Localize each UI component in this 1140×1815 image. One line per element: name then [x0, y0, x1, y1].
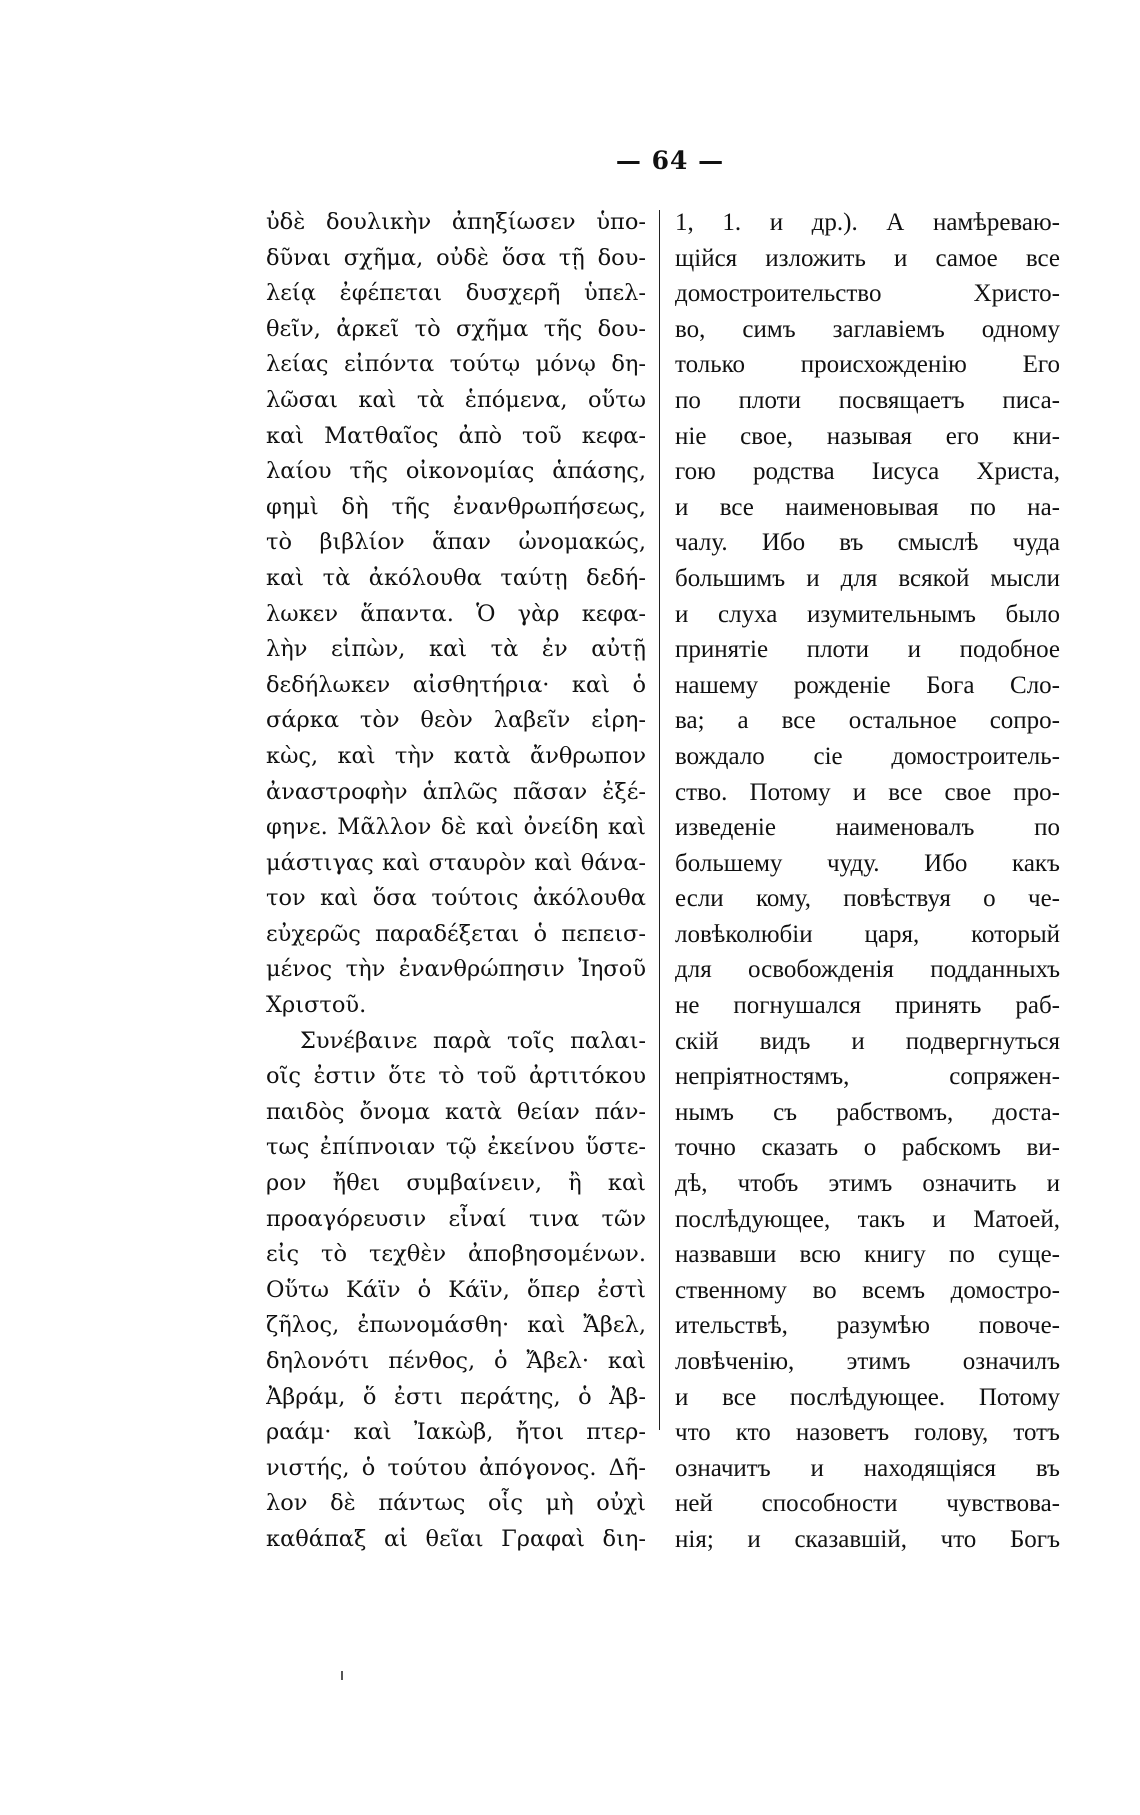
text-line: принятіе плоти и подобное: [675, 636, 1060, 664]
text-line: только происхожденію Его: [675, 351, 1060, 379]
text-line: λὴν εἰπὼν, καὶ τὰ ἐν αὐτῇ: [266, 636, 646, 663]
russian-text-column: [675, 205, 1060, 1558]
text-line: φημὶ δὴ τῆς ἐνανθρωπήσεως,: [266, 493, 646, 520]
text-line: ство. Потому и все свое про-: [675, 778, 1060, 806]
text-line: скій видъ и подвергнуться: [675, 1027, 1060, 1055]
text-line: σάρκα τὸν θεὸν λαβεῖν εἰρη-: [266, 707, 646, 734]
text-line: что кто назоветъ голову, тотъ: [675, 1419, 1060, 1447]
text-line: καθάπαξ αἱ θεῖαι Γραφαὶ διη-: [266, 1525, 646, 1552]
text-line: λαίου τῆς οἰκονομίας ἁπάσης,: [266, 458, 646, 485]
text-line: если кому, повѣствуя о че-: [675, 885, 1060, 913]
text-line: ловѣченію, этимъ означилъ: [675, 1348, 1060, 1375]
text-line: δηλονότι πένθος, ὁ Ἄβελ· καὶ: [266, 1348, 646, 1374]
text-line: домостроительство Христо-: [675, 280, 1060, 308]
text-line: ніе свое, называя его кни-: [675, 422, 1060, 450]
text-line: по плоти посвящаетъ писа-: [675, 386, 1060, 414]
text-line: δεδήλωκεν αἰσθητήρια· καὶ ὁ: [266, 671, 646, 698]
greek-text-column: [266, 205, 646, 1558]
text-line: καὶ Ματθαῖος ἀπὸ τοῦ κεφα-: [266, 422, 646, 449]
text-line: εἰς τὸ τεχθὲν ἀποβησομένων.: [266, 1241, 646, 1268]
text-line: ловѣколюбіи царя, который: [675, 920, 1060, 948]
text-line: δῦναι σχῆμα, οὐδὲ ὅσα τῇ δου-: [266, 244, 646, 271]
text-line: не погнушался принять раб-: [675, 992, 1060, 1020]
text-line: нашему рожденіе Бога Сло-: [675, 671, 1060, 699]
text-line: μάστιγας καὶ σταυρὸν καὶ θάνα-: [266, 849, 646, 876]
text-line: и слуха изумительнымъ было: [675, 600, 1060, 628]
text-line: ζῆλος, ἐπωνομάσθη· καὶ Ἄβελ,: [266, 1312, 646, 1339]
page-number: — 64 —: [615, 146, 725, 175]
text-line: λωκεν ἅπαντα. Ὁ γὰρ κεφα-: [266, 600, 646, 627]
text-line: ἀναστροφὴν ἁπλῶς πᾶσαν ἐξέ-: [266, 778, 646, 805]
text-line: μένος τὴν ἐνανθρώπησιν Ἰησοῦ: [266, 956, 646, 983]
text-line: ительствѣ, разумѣю повоче-: [675, 1312, 1060, 1340]
text-line: нымъ съ рабствомъ, доста-: [675, 1098, 1060, 1126]
text-line: τως ἐπίπνοιαν τῷ ἐκείνου ὕστε-: [266, 1134, 646, 1161]
text-line: щійся изложить и самое все: [675, 244, 1060, 272]
text-line: λῶσαι καὶ τὰ ἑπόμενα, οὕτω: [266, 386, 646, 413]
text-line: изведеніе наименовалъ по: [675, 814, 1060, 842]
text-line: ὐδὲ δουλικὴν ἀπηξίωσεν ὑπο-: [266, 209, 646, 235]
text-line: ней способности чувствова-: [675, 1490, 1060, 1518]
text-line: точно сказать о рабскомъ ви-: [675, 1134, 1060, 1162]
text-line: ва; а все остальное сопро-: [675, 707, 1060, 735]
text-line: Χριστοῦ.: [266, 992, 367, 1019]
text-line: ραάμ· καὶ Ἰακὼβ, ἤτοι πτερ-: [266, 1419, 646, 1446]
text-line: чалу. Ибо въ смыслѣ чуда: [675, 529, 1060, 557]
text-line: καὶ τὰ ἀκόλουθα ταύτῃ δεδή-: [266, 564, 646, 591]
text-line: κὼς, καὶ τὴν κατὰ ἄνθρωπον: [266, 742, 646, 769]
text-line: большему чуду. Ибо какъ: [675, 849, 1060, 877]
text-line: τον καὶ ὅσα τούτοις ἀκόλουθα: [266, 885, 646, 912]
text-line: означитъ и находящіяся въ: [675, 1454, 1060, 1482]
text-line: Οὕτω Κάϊν ὁ Κάϊν, ὅπερ ἐστὶ: [266, 1276, 646, 1303]
text-line: λείᾳ ἐφέπεται δυσχερῆ ὑπελ-: [266, 280, 646, 307]
text-line: 1, 1. и др.). А намѣреваю-: [675, 209, 1060, 236]
text-line: φηνε. Μᾶλλον δὲ καὶ ὀνείδη καὶ: [266, 814, 646, 841]
text-line: большимъ и для всякой мысли: [675, 564, 1060, 592]
text-line: λον δὲ πάντως οἷς μὴ οὐχὶ: [266, 1490, 646, 1517]
column-divider: [659, 210, 660, 1430]
text-line: τὸ βιβλίον ἅπαν ὠνομακώς,: [266, 529, 646, 556]
text-line: λείας εἰπόντα τούτῳ μόνῳ δη-: [266, 351, 646, 378]
text-line: θεῖν, ἀρκεῖ τὸ σχῆμα τῆς δου-: [266, 315, 646, 342]
text-line: непріятностямъ, сопряжен-: [675, 1063, 1060, 1091]
text-line: вождало сіе домостроитель-: [675, 742, 1060, 770]
text-line: παιδὸς ὄνομα κατὰ θείαν πάν-: [266, 1098, 646, 1125]
text-line: Ἀβράμ, ὅ ἐστι περάτης, ὁ Ἀβ-: [266, 1383, 646, 1410]
text-line: дѣ, чтобъ этимъ означить и: [675, 1170, 1060, 1198]
text-line: εὐχερῶς παραδέξεται ὁ πεπεισ-: [266, 920, 646, 947]
text-line: ρον ἤθει συμβαίνειν, ἢ καὶ: [266, 1170, 646, 1197]
text-line: Συνέβαινε παρὰ τοῖς παλαι-: [300, 1027, 646, 1054]
print-speck: [341, 1671, 343, 1680]
text-line: ственному во всемъ домостро-: [675, 1276, 1060, 1304]
text-line: послѣдующее, такъ и Матоей,: [675, 1205, 1060, 1233]
text-line: нія; и сказавшій, что Богъ: [675, 1525, 1060, 1553]
text-line: для освобожденія подданныхъ: [675, 956, 1060, 984]
text-line: οῖς ἐστιν ὅτε τὸ τοῦ ἀρτιτόκου: [266, 1063, 646, 1090]
text-line: и все наименовывая по на-: [675, 493, 1060, 521]
text-line: во, симъ заглавіемъ одному: [675, 315, 1060, 343]
text-line: νιστής, ὁ τούτου ἀπόγονος. Δῆ-: [266, 1454, 646, 1481]
text-line: προαγόρευσιν εἶναί τινα τῶν: [266, 1205, 646, 1232]
text-line: назвавши всю книгу по суще-: [675, 1241, 1060, 1269]
text-line: гою родства Іисуса Христа,: [675, 458, 1060, 486]
text-line: и все послѣдующее. Потому: [675, 1383, 1060, 1411]
